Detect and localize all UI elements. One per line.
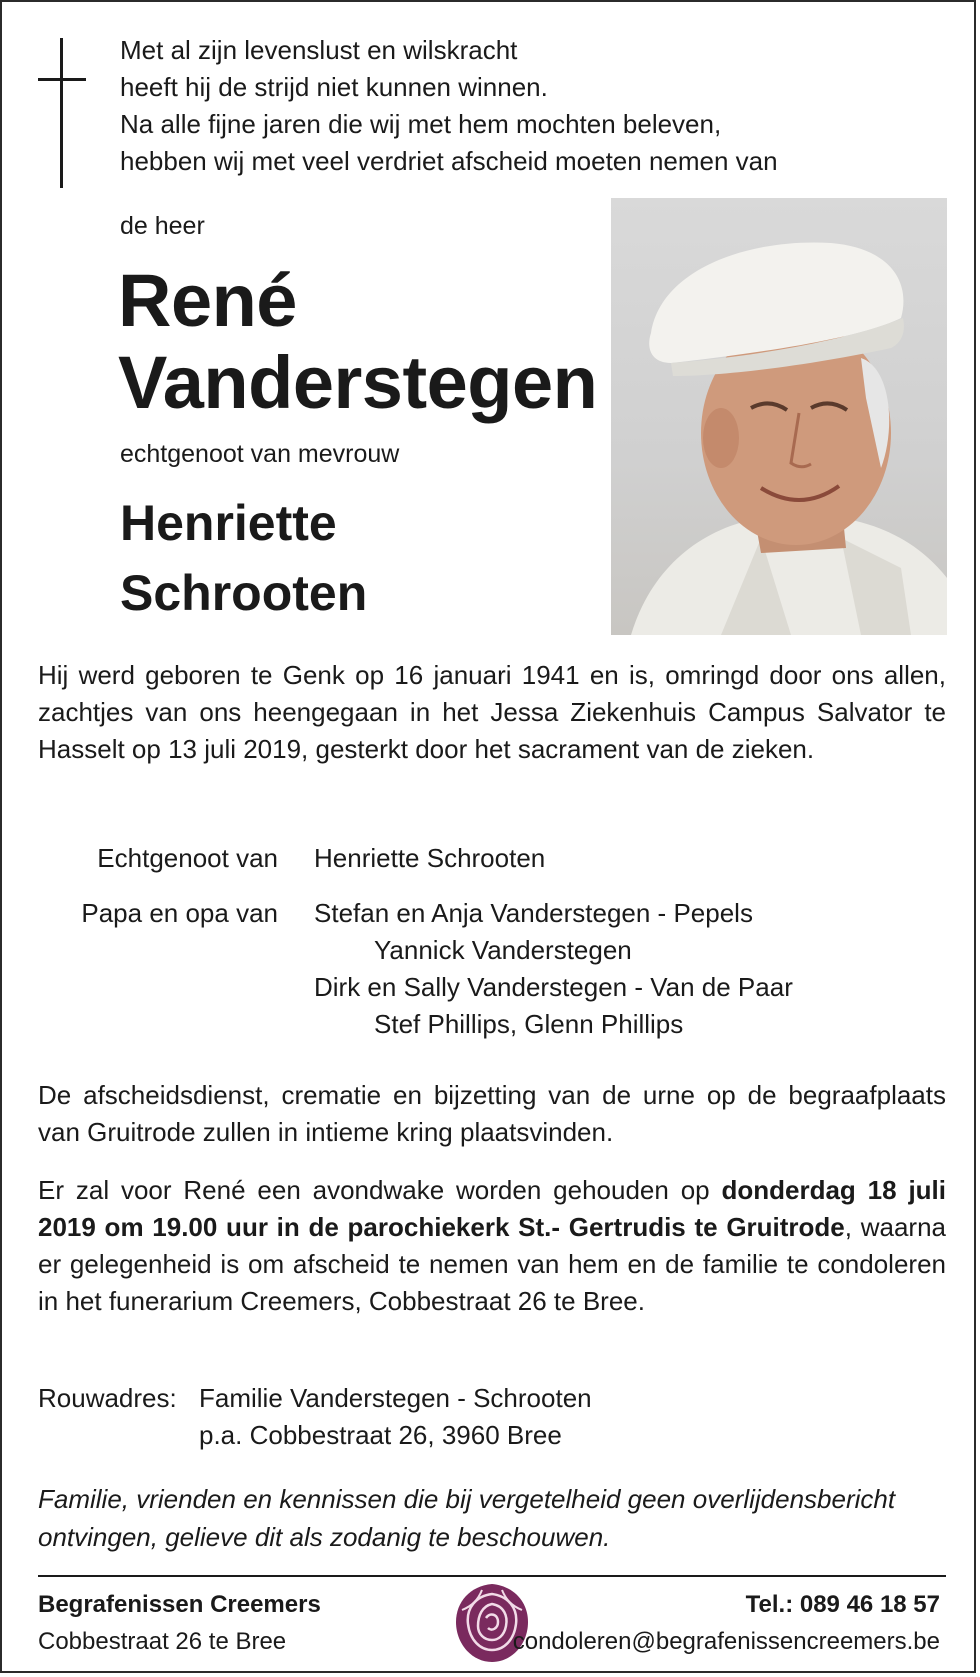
deceased-name [118, 260, 597, 424]
spouse-last-name: Schrooten [120, 565, 368, 621]
spouse-intro: echtgenoot van mevrouw [120, 440, 400, 468]
company-address: Cobbestraat 26 te Bree [38, 1628, 287, 1655]
address-line: p.a. Cobbestraat 26, 3960 Bree [199, 1420, 562, 1450]
address-block [199, 1380, 592, 1454]
address-label: Rouwadres: [38, 1383, 177, 1413]
salutation: de heer [120, 212, 205, 240]
note-line: Familie, vrienden en kennissen die bij vergetelheid geen overlijdensbericht [38, 1484, 896, 1514]
phone-number: Tel.: 089 46 18 57 [745, 1591, 940, 1618]
biography: Hij werd geboren te Genk op 16 januari 1941 en is, omringd door ons allen, zachtjes van ons heengegaan in het Jessa Ziekenhuis Campus Salvator te Hasselt op 13 juli 2019, gesterkt door het sacrament van de zieken. [38, 660, 946, 764]
intro-line: hebben wij met veel verdriet afscheid moeten nemen van [120, 146, 778, 176]
footer-divider [38, 1575, 946, 1577]
intro-text [120, 32, 940, 180]
portrait-photo [611, 198, 947, 635]
wake-text-before: Er zal voor René een avondwake worden gehouden op [38, 1175, 722, 1205]
list-item: Stef Phillips, Glenn Phillips [374, 1009, 684, 1039]
wake-text-bold: donderdag 18 juli 2019 om 19.00 uur in de parochiekerk St.- Gertrudis te Gruitrode [38, 1175, 947, 1242]
list-item: Yannick Vanderstegen [374, 935, 632, 965]
intro-line: heeft hij de strijd niet kunnen winnen. [120, 72, 548, 102]
children-list [314, 895, 793, 1043]
company-name: Begrafenissen Creemers [38, 1591, 321, 1618]
ceremony-text: De afscheidsdienst, crematie en bijzetting van de urne op de begraafplaats van Gruitrode zullen in intieme kring plaatsvinden. [38, 1080, 946, 1147]
deceased-first-name: René [118, 259, 297, 342]
list-item: Dirk en Sally Vanderstegen - Van de Paar [314, 972, 793, 1002]
spouse-relation-label: Echtgenoot van [97, 843, 278, 873]
intro-line: Na alle fijne jaren die wij met hem mochten beleven, [120, 109, 722, 139]
list-item: Stefan en Anja Vanderstegen - Pepels [314, 898, 753, 928]
spouse-first-name: Henriette [120, 495, 337, 551]
cross-icon [38, 38, 86, 188]
footer-company [38, 1586, 321, 1660]
address-line: Familie Vanderstegen - Schrooten [199, 1383, 592, 1413]
footer-contact [513, 1586, 940, 1660]
intro-line: Met al zijn levenslust en wilskracht [120, 35, 518, 65]
spouse-name [120, 488, 367, 628]
notice-note [38, 1480, 948, 1556]
note-line: ontvingen, gelieve dit als zodanig te beschouwen. [38, 1522, 611, 1552]
wake-text-after: , waarna er gelegenheid is om afscheid te nemen van hem en de familie te condoleren in het funerarium Creemers, Cobbestraat 26 te Bree. [38, 1212, 946, 1316]
spouse-relation-value: Henriette Schrooten [314, 843, 546, 873]
wake-text [38, 1172, 946, 1320]
email-address: condoleren@begrafenissencreemers.be [512, 1628, 940, 1655]
children-relation-label: Papa en opa van [81, 898, 278, 928]
deceased-last-name: Vanderstegen [118, 341, 598, 424]
